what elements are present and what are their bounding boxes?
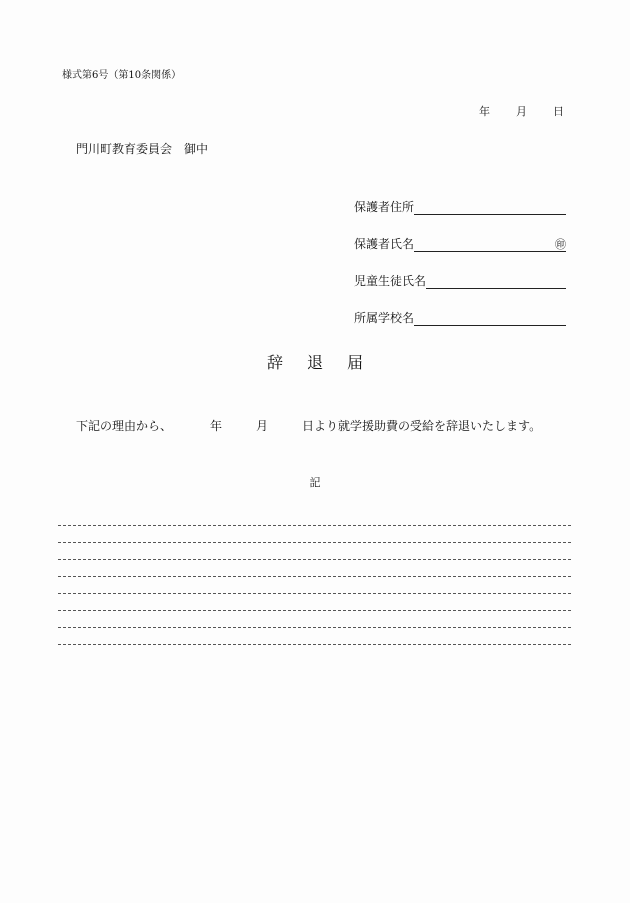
recipient xyxy=(76,140,208,157)
title-char-1: 辞 xyxy=(266,353,283,372)
ki-heading: 記 xyxy=(309,476,321,489)
document-title xyxy=(0,350,630,373)
school-name-row xyxy=(354,306,566,326)
date-day-label: 日 xyxy=(553,105,564,118)
date-row xyxy=(479,103,564,119)
date-month-label: 月 xyxy=(516,105,527,118)
reason-line[interactable] xyxy=(58,543,571,560)
reason-line[interactable] xyxy=(58,628,571,645)
recipient-name: 門川町教育委員会 xyxy=(76,142,173,156)
student-name-label: 児童生徒氏名 xyxy=(354,274,427,288)
school-name-label: 所属学校名 xyxy=(354,311,415,325)
title-char-3: 届 xyxy=(347,353,364,372)
statement-prefix: 下記の理由から、 xyxy=(76,419,173,433)
statement-month: 月 xyxy=(256,419,269,433)
title-char-2: 退 xyxy=(306,353,323,372)
reason-line[interactable] xyxy=(58,611,571,628)
guardian-name-row xyxy=(354,232,566,252)
reason-line[interactable] xyxy=(58,560,571,577)
form-number: 様式第6号（第10条関係） xyxy=(62,70,182,81)
seal-mark: ㊞ xyxy=(555,238,566,251)
guardian-name-field[interactable] xyxy=(414,237,566,252)
guardian-address-row xyxy=(354,195,566,215)
recipient-honorific: 御中 xyxy=(184,142,209,156)
school-name-field[interactable] xyxy=(414,311,566,326)
applicant-block xyxy=(354,195,566,343)
reason-lines[interactable] xyxy=(58,525,571,645)
reason-line[interactable] xyxy=(58,594,571,611)
guardian-name-label: 保護者氏名 xyxy=(354,237,415,251)
guardian-address-label: 保護者住所 xyxy=(354,200,415,214)
statement-suffix: 日より就学援助費の受給を辞退いたします。 xyxy=(302,419,542,433)
statement xyxy=(76,417,541,434)
guardian-address-field[interactable] xyxy=(414,200,566,215)
date-year-label: 年 xyxy=(479,105,490,118)
student-name-field[interactable] xyxy=(426,274,566,289)
statement-year: 年 xyxy=(210,419,223,433)
student-name-row xyxy=(354,269,566,289)
reason-line[interactable] xyxy=(58,577,571,594)
reason-line[interactable] xyxy=(58,526,571,543)
